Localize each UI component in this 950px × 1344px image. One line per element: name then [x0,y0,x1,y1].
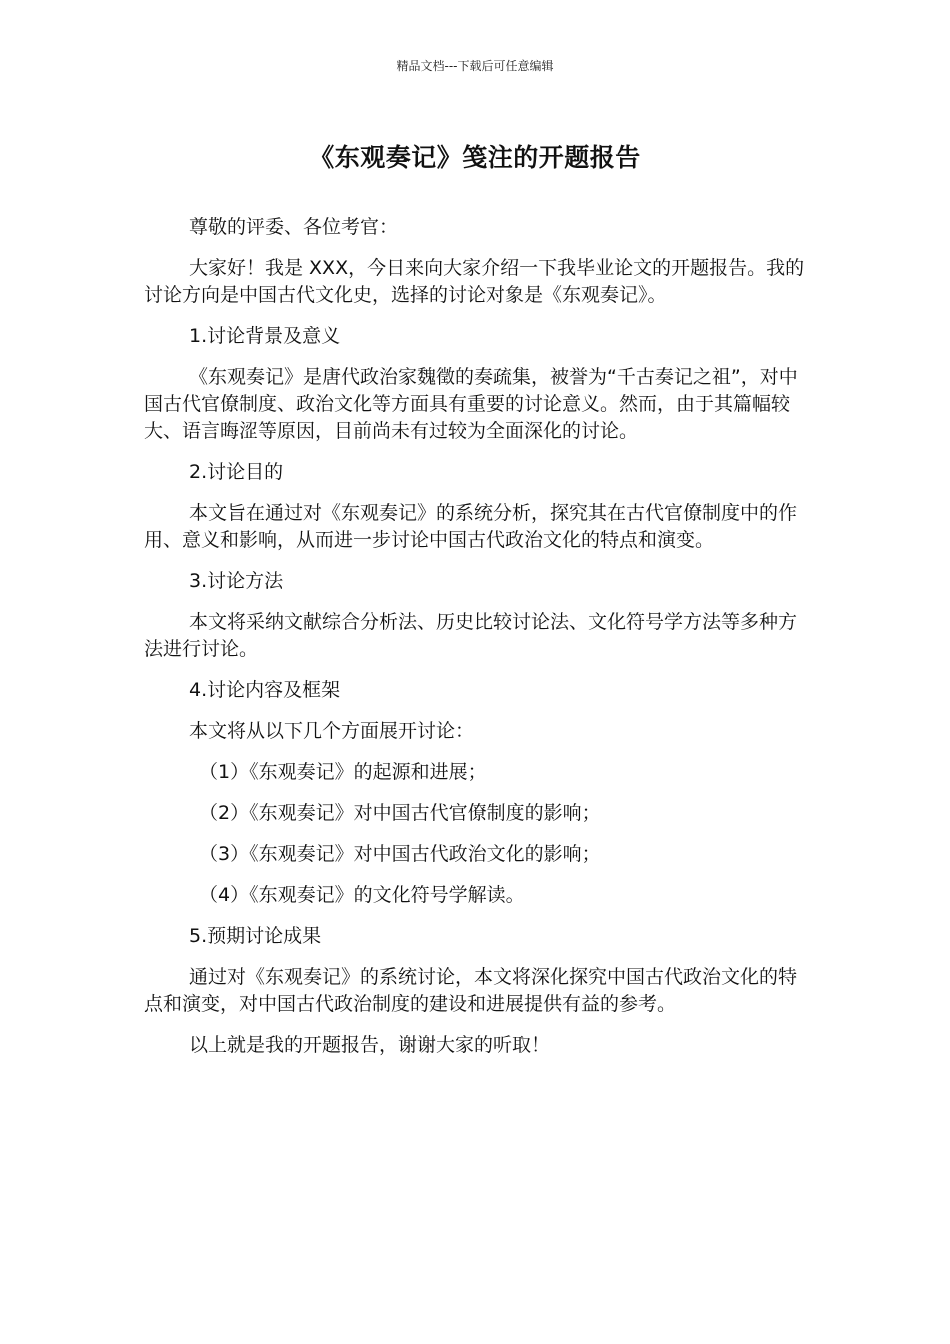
section-heading-content: 4.讨论内容及框架 [189,679,341,701]
content-intro-paragraph: 本文将从以下几个方面展开讨论： [189,720,475,742]
list-item: （1）《东观奏记》的起源和进展； [199,761,487,783]
list-item: （4）《东观奏记》的文化符号学解读。 [199,884,525,906]
list-item: （3）《东观奏记》对中国古代政治文化的影响； [199,843,601,865]
results-paragraph: 通过对《东观奏记》的系统讨论，本文将深化探究中国古代政治文化的特点和演变，对中国古代政治制度的建设和进展提供有益的参考。 [144,966,798,1015]
page-header: 精品文档---下载后可任意编辑 [396,59,554,73]
list-item: （2）《东观奏记》对中国古代官僚制度的影响； [199,802,601,824]
document-title: 《东观奏记》笺注的开题报告 [309,143,641,172]
section-heading-background: 1.讨论背景及意义 [189,325,341,347]
salutation: 尊敬的评委、各位考官： [189,216,399,238]
document-body [144,214,808,1073]
intro-paragraph: 大家好！我是 XXX，今日来向大家介绍一下我毕业论文的开题报告。我的讨论方向是中国古代文化史，选择的讨论对象是《东观奏记》。 [144,257,805,306]
closing-paragraph: 以上就是我的开题报告，谢谢大家的听取！ [189,1034,551,1056]
purpose-paragraph: 本文旨在通过对《东观奏记》的系统分析，探究其在古代官僚制度中的作用、意义和影响，从而进一步讨论中国古代政治文化的特点和演变。 [144,502,798,551]
background-paragraph: 《东观奏记》是唐代政治家魏徵的奏疏集，被誉为“千古奏记之祖”，对中国古代官僚制度、政治文化等方面具有重要的讨论意义。然而，由于其篇幅较大、语言晦涩等原因，目前尚未有过较为全面深化的讨论。 [144,366,798,442]
section-heading-results: 5.预期讨论成果 [189,925,322,947]
section-heading-purpose: 2.讨论目的 [189,461,284,483]
method-paragraph: 本文将采纳文献综合分析法、历史比较讨论法、文化符号学方法等多种方法进行讨论。 [144,611,798,660]
section-heading-method: 3.讨论方法 [189,570,284,592]
